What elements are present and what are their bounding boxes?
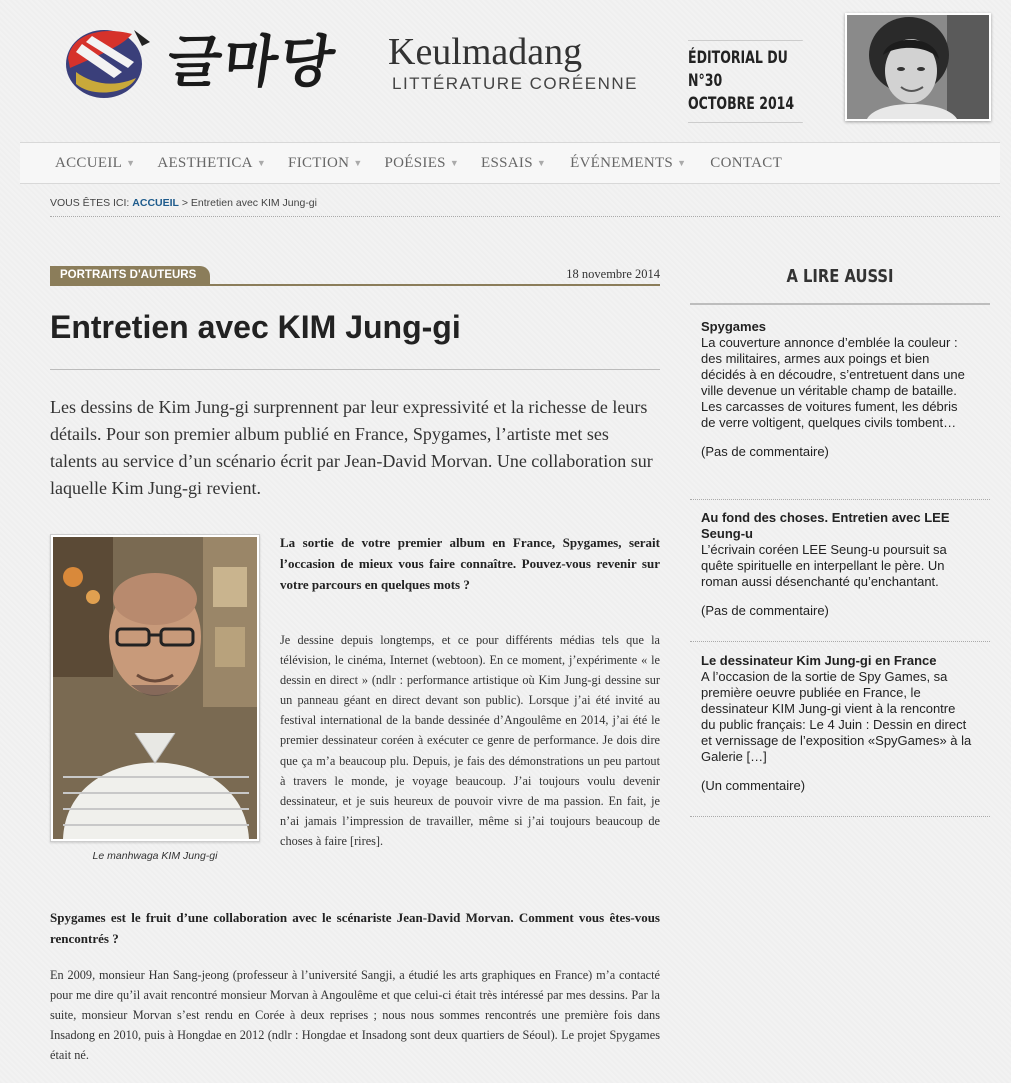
- sidebar-post-title[interactable]: Au fond des choses. Entretien avec LEE Seung-u: [701, 510, 950, 541]
- main-navigation: [20, 142, 1000, 184]
- chevron-down-icon: ▼: [677, 158, 687, 168]
- article-title: Entretien avec KIM Jung-gi: [50, 309, 461, 345]
- divider: [690, 641, 990, 642]
- chevron-down-icon: ▼: [449, 158, 460, 168]
- sidebar-post-2[interactable]: [690, 510, 990, 618]
- divider: [50, 369, 660, 370]
- site-tagline: LITTÉRATURE CORÉENNE: [392, 74, 638, 93]
- editorial-link[interactable]: [688, 40, 803, 123]
- nav-fiction[interactable]: FICTION ▼: [288, 154, 363, 171]
- sidebar-post-excerpt: La couverture annonce d’emblée la couleur : des militaires, armes aux poings et bien décidés à en découdre, s’entretuent dans une ville devenue un véritable champ de bataille. Les carcasses de voitures fument, les débris de verre voltigent, quelques civils tombent…: [701, 335, 965, 430]
- editorial-author-photo[interactable]: [845, 13, 991, 121]
- sidebar-title: A LIRE AUSSI: [786, 266, 894, 287]
- nav-accueil[interactable]: ACCUEIL ▼: [55, 154, 136, 171]
- sidebar-post-comments[interactable]: (Pas de commentaire): [701, 603, 829, 618]
- article-lead: Les dessins de Kim Jung-gi surprennent par leur expressivité et la richesse de leurs détails. Pour son premier album publié en France, Spygames, l’artiste met ses talents au service d’un scénario écrit par Jean-David Morvan. Une collaboration sur laquelle Kim Jung-gi revient.: [50, 397, 653, 498]
- sidebar-post-excerpt: L’écrivain coréen LEE Seung-u poursuit sa quête spirituelle en interpellant le père. Un roman aussi désenchanté qu’enchantant.: [701, 542, 947, 589]
- category-badge[interactable]: PORTRAITS D'AUTEURS: [50, 266, 210, 284]
- chevron-down-icon: ▼: [256, 158, 267, 168]
- sidebar-post-comments[interactable]: (Pas de commentaire): [701, 444, 829, 459]
- breadcrumb-current: Entretien avec KIM Jung-gi: [190, 197, 317, 209]
- sidebar-post-3[interactable]: [690, 653, 990, 793]
- breadcrumb: [50, 197, 317, 209]
- nav-contact[interactable]: CONTACT: [710, 154, 783, 171]
- nav-poesies[interactable]: POÉSIES ▼: [384, 154, 460, 171]
- sidebar-post-comments[interactable]: (Un commentaire): [701, 778, 806, 793]
- editorial-title: ÉDITORIAL DU N°30: [688, 48, 788, 91]
- hangul-logotype[interactable]: 글마당: [162, 29, 341, 95]
- sidebar-post-excerpt: A l’occasion de la sortie de Spy Games, sa première oeuvre publiée en France, le dessinateur KIM Jung-gi vient à la rencontre du public français: Le 4 Juin : Dessin en direct et vernissage de l’exposition «SpyGames» à la Galerie […]: [701, 669, 972, 764]
- sidebar-post-1[interactable]: [690, 319, 990, 459]
- interview-question-1: La sortie de votre premier album en France, Spygames, serait l’occasion de mieux vous faire connaître. Pouvez-vous revenir sur votre parcours en quelques mots ?: [280, 535, 660, 592]
- site-name[interactable]: Keulmadang: [388, 31, 583, 73]
- sidebar-post-title[interactable]: Spygames: [701, 319, 767, 334]
- divider: [690, 499, 990, 500]
- breadcrumb-prefix: VOUS ÊTES ICI:: [50, 197, 133, 209]
- sidebar-post-title[interactable]: Le dessinateur Kim Jung-gi en France: [701, 653, 937, 668]
- divider: [50, 216, 1000, 217]
- editorial-date: OCTOBRE 2014: [688, 94, 795, 114]
- interview-answer-2: En 2009, monsieur Han Sang-jeong (professeur à l’université Sangji, a étudié les arts graphiques en France) m’a contacté pour me dire qu’il avait rencontré monsieur Morvan à Angoulême et que celui-ci était très intéressé par mes dessins. Par la suite, monsieur Morvan s’est rendu en Corée à deux reprises ; nous nous sommes rencontrés une première fois dans Insadong en 2010, puis à Hongdae en 2012 (ndlr : Hongdae et Insadong sont deux quartiers de Séoul). Le projet Spygames était né.: [50, 968, 660, 1063]
- site-header: [0, 0, 1011, 135]
- chevron-down-icon: ▼: [536, 158, 547, 168]
- interview-question-2: Spygames est le fruit d’une collaboration avec le scénariste Jean-David Morvan. Comment vous êtes-vous rencontrés ?: [50, 910, 660, 946]
- breadcrumb-separator: >: [178, 197, 191, 209]
- nav-evenements[interactable]: ÉVÉNEMENTS ▼: [570, 154, 687, 171]
- divider: [690, 303, 990, 305]
- divider: [690, 816, 990, 817]
- chevron-down-icon: ▼: [126, 158, 136, 168]
- nav-aesthetica[interactable]: AESTHETICA ▼: [157, 154, 267, 171]
- chevron-down-icon: ▼: [353, 158, 363, 168]
- breadcrumb-home-link[interactable]: ACCUEIL: [132, 197, 179, 209]
- nav-essais[interactable]: ESSAIS ▼: [481, 154, 547, 171]
- article-date: 18 novembre 2014: [566, 267, 660, 281]
- article-meta-bar: [50, 266, 660, 286]
- keulmadang-logo-icon[interactable]: [62, 24, 154, 100]
- photo-caption: Le manhwaga KIM Jung-gi: [92, 850, 218, 862]
- interview-answer-1: Je dessine depuis longtemps, et ce pour différents médias tels que la télévision, le cinéma, Internet (webtoon). En ce moment, j’expérimente « le dessin en direct » (ndlr : performance artistique où Kim Jung-gi dessine sur un panneau géant en direct devant son public). Lorsque j’ai été invité au festival international de la bande dessinée d’Angoulême en 2014, j’ai été le premier dessinateur coréen à exécuter ce genre de performance. Je dois dire que ça m’a beaucoup plu. Depuis, je fais des démonstrations un peu partout à travers le monde, je voyage beaucoup. J’ai toujours voulu devenir dessinateur, et je suis heureux de pouvoir vivre de ma passion. En fait, je n’ai jamais l’impression de travailler, même si j’ai toujours beaucoup de choses à faire [rires].: [280, 633, 660, 848]
- interviewee-photo: [50, 534, 260, 842]
